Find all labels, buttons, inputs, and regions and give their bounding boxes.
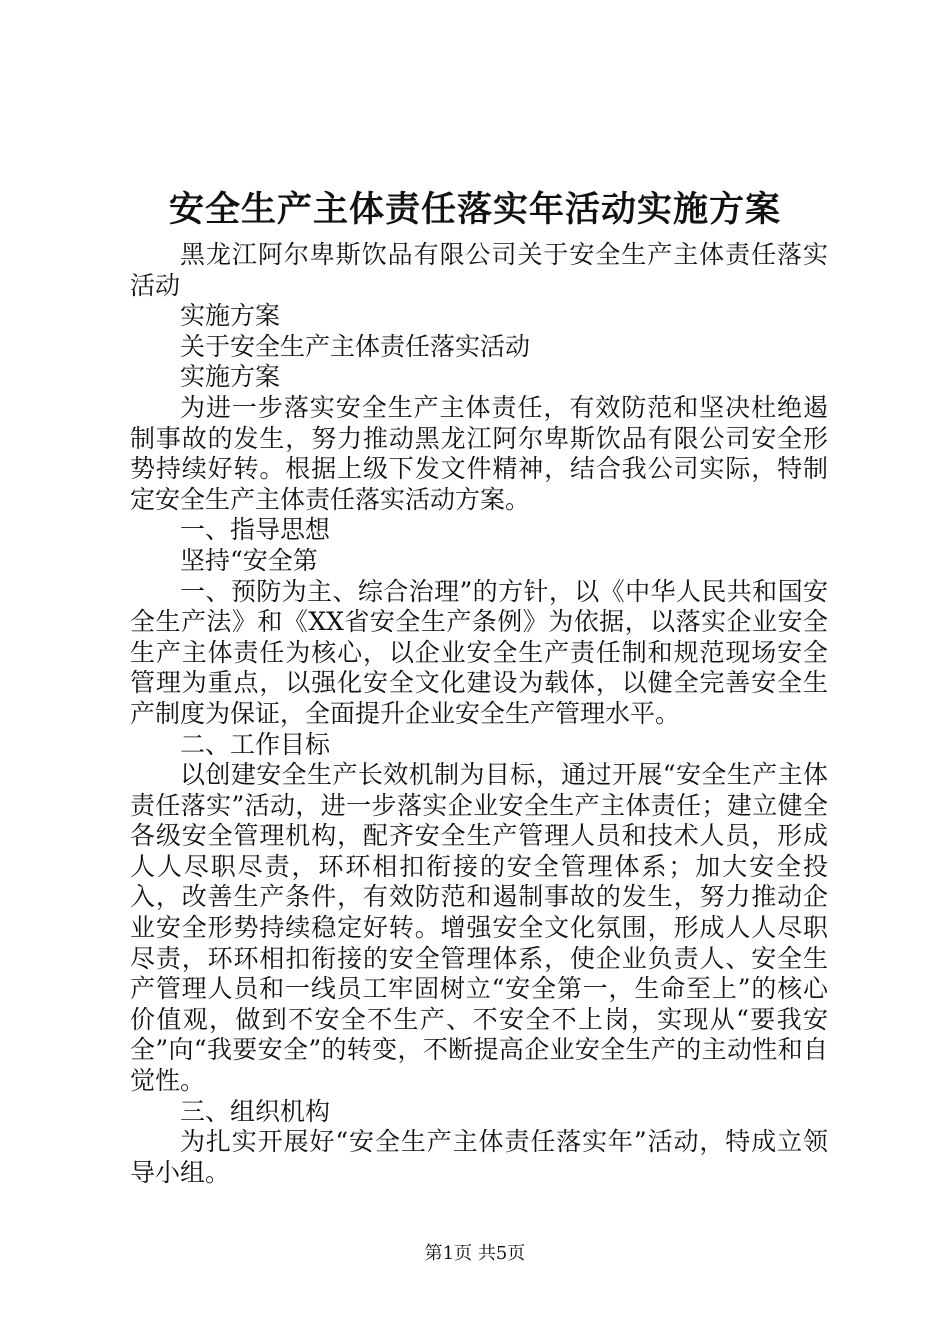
section-heading-guiding-thought: 一、指导思想 xyxy=(180,515,331,545)
paragraph-intro: 黑龙江阿尔卑斯饮品有限公司关于安全生产主体责任落实活动 xyxy=(130,240,828,300)
document-body xyxy=(130,240,828,1188)
paragraph-subtitle-1: 实施方案 xyxy=(180,301,281,331)
paragraph-adhere: 坚持“安全第 xyxy=(180,545,318,575)
paragraph-guiding-principle: 一、预防为主、综合治理”的方针，以《中华人民共和国安全生产法》和《XX省安全生产条例》为依据，以落实企业安全生产主体责任为核心，以企业安全生产责任制和规范现场安全管理为重点，以强化安全文化建设为载体，以健全完善安全生产制度为保证，全面提升企业安全生产管理水平。 xyxy=(130,576,828,728)
document-title: 安全生产主体责任落实年活动实施方案 xyxy=(168,189,781,230)
paragraph-work-goals: 以创建安全生产长效机制为目标，通过开展“安全生产主体责任落实”活动，进一步落实企业安全生产主体责任；建立健全各级安全管理机构，配齐安全生产管理人员和技术人员，形成人人尽职尽责，环环相扣衔接的安全管理体系；加大安全投入，改善生产条件，有效防范和遏制事故的发生，努力推动企业安全形势持续稳定好转。增强安全文化氛围，形成人人尽职尽责，环环相扣衔接的安全管理体系，使企业负责人、安全生产管理人员和一线员工牢固树立“安全第一，生命至上”的核心价值观，做到不安全不生产、不安全不上岗，实现从“要我安全”向“我要安全”的转变，不断提高企业安全生产的主动性和自觉性。 xyxy=(130,760,828,1096)
section-heading-work-goals: 二、工作目标 xyxy=(180,729,331,759)
paragraph-organization: 为扎实开展好“安全生产主体责任落实年”活动，特成立领导小组。 xyxy=(130,1127,828,1187)
paragraph-subtitle-2: 关于安全生产主体责任落实活动 xyxy=(180,331,531,361)
paragraph-subtitle-3: 实施方案 xyxy=(180,362,281,392)
section-heading-organization: 三、组织机构 xyxy=(180,1096,331,1126)
page-number-footer: 第1页 共5页 xyxy=(424,1243,526,1264)
paragraph-purpose: 为进一步落实安全生产主体责任，有效防范和坚决杜绝遏制事故的发生，努力推动黑龙江阿尔卑斯饮品有限公司安全形势持续好转。根据上级下发文件精神，结合我公司实际，特制定安全生产主体责任落实活动方案。 xyxy=(130,392,828,514)
